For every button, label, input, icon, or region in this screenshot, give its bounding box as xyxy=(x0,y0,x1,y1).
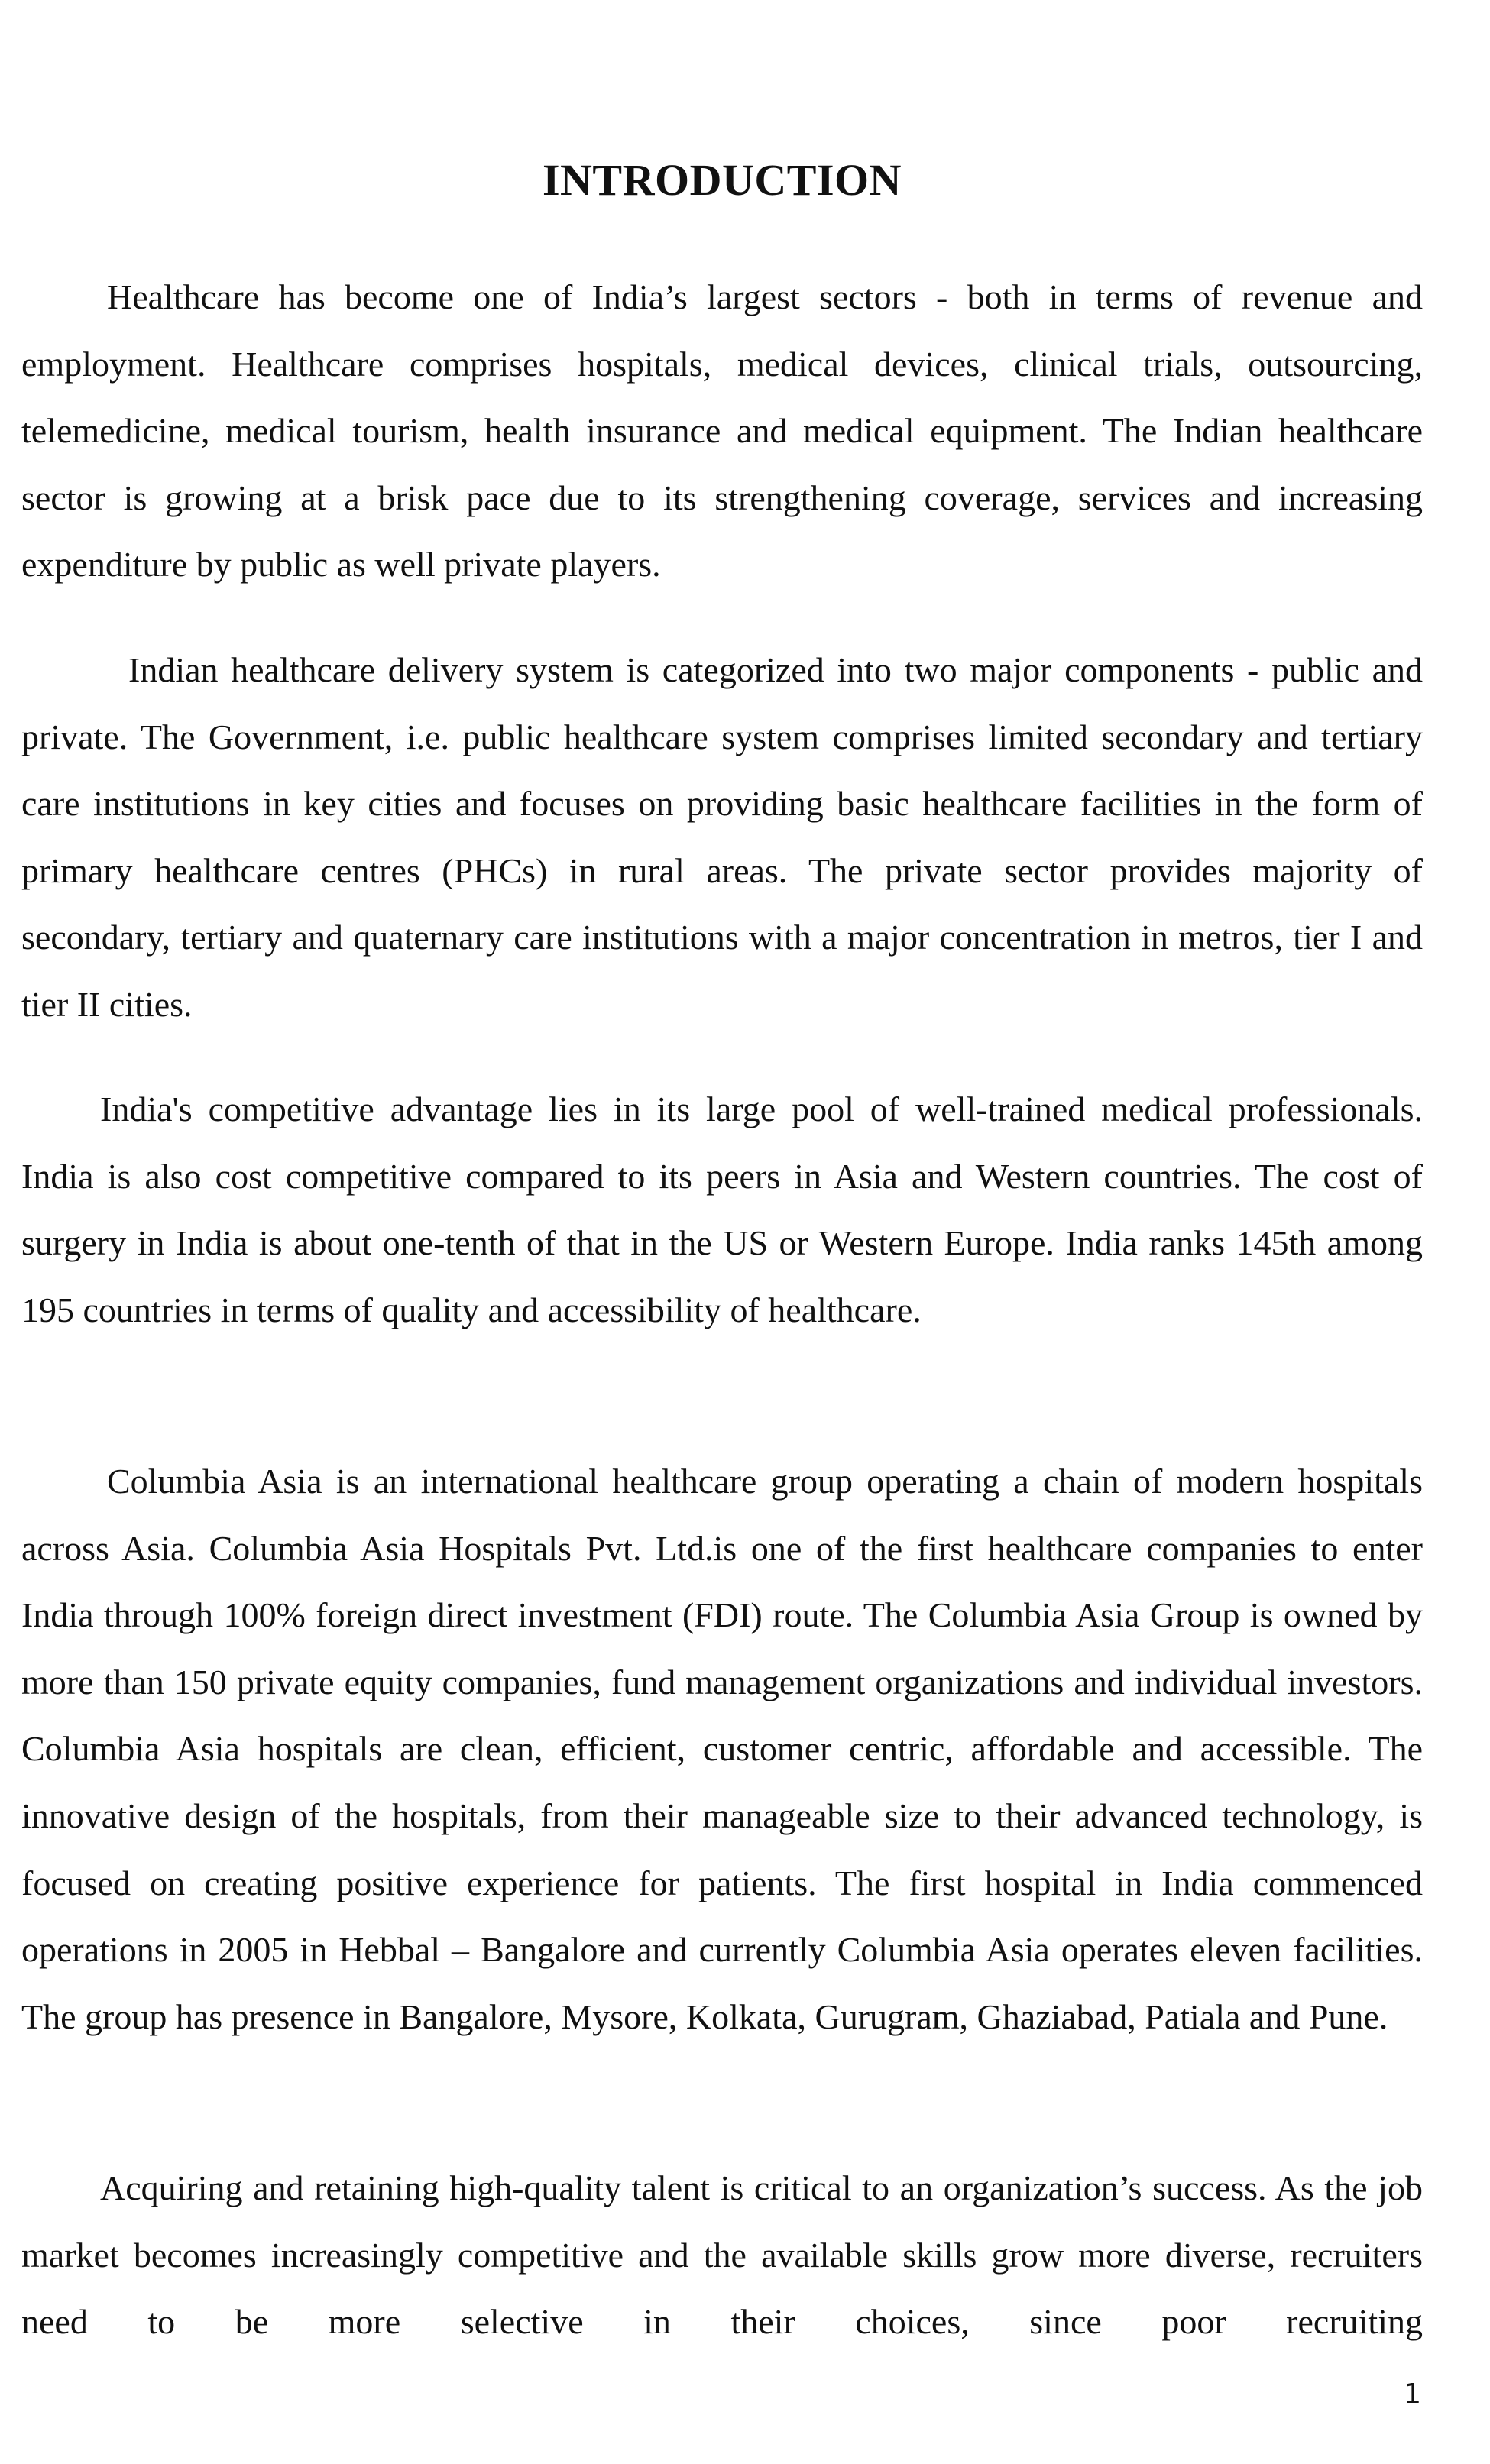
paragraph-delivery-system: Indian healthcare delivery system is categorized into two major components - public and private. The Government, i.e. public healthcare system comprises limited secondary and tertiary care institutions in key cities and focuses on providing basic healthcare facilities in the form of primary healthcare centres (PHCs) in rural areas. The private sector provides majority of secondary, tertiary and quaternary care institutions with a major concentration in metros, tier I and tier II cities. xyxy=(21,650,1423,1024)
paragraph-healthcare-overview: Healthcare has become one of India’s largest sectors - both in terms of revenue and employment. Healthcare comprises hospitals, medical devices, clinical trials, outsourcing, telemedicine, medical tourism, health insurance and medical equipment. The Indian healthcare sector is growing at a brisk pace due to its strengthening coverage, services and increasing expenditure by public as well private players. xyxy=(21,277,1423,584)
paragraph-competitive-advantage: India's competitive advantage lies in its large pool of well-trained medical professionals. India is also cost competitive compared to its peers in Asia and Western countries. The cost of surgery in India is about one-tenth of that in the US or Western Europe. India ranks 145th among 195 countries in terms of quality and accessibility of healthcare. xyxy=(21,1090,1423,1329)
paragraph-columbia-asia: Columbia Asia is an international healthcare group operating a chain of modern hospitals across Asia. Columbia Asia Hospitals Pvt. Ltd.is one of the first healthcare companies to enter India through 100% foreign direct investment (FDI) route. The Columbia Asia Group is owned by more than 150 private equity companies, fund management organizations and individual investors. Columbia Asia hospitals are clean, efficient, customer centric, affordable and accessible. The innovative design of the hospitals, from their manageable size to their advanced technology, is focused on creating positive experience for patients. The first hospital in India commenced operations in 2005 in Hebbal – Bangalore and currently Columbia Asia operates eleven facilities. The group has presence in Bangalore, Mysore, Kolkata, Gurugram, Ghaziabad, Patiala and Pune. xyxy=(21,1462,1423,2036)
page-number: 1 xyxy=(1404,2378,1421,2410)
page-title: INTRODUCTION xyxy=(542,155,902,205)
paragraph-talent-acquisition: Acquiring and retaining high-quality talent is critical to an organization’s success. As the job market becomes increasingly competitive and the available skills grow more diverse, recruiters need to be more selective in their choices, since poor recruiting xyxy=(21,2168,1423,2342)
